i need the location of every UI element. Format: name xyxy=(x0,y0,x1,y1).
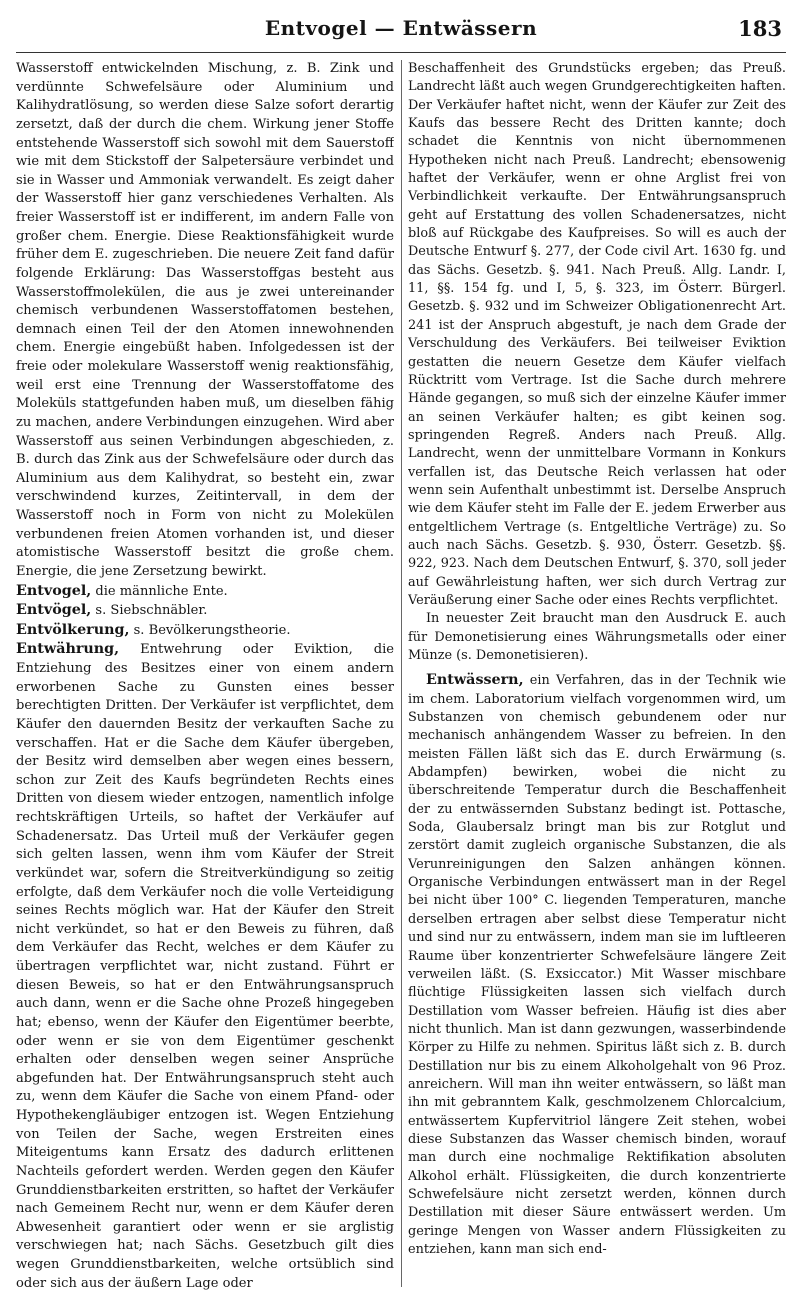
continuation-paragraph: Wasserstoff entwickelnden Mischung, z. B. Zink und verdünnte Schwefelsäure oder Aluminium und Kalihydratlösung, so werden diese Salze sofort derartig zersetzt, daß der durch die chem. Wirkung jener Stoffe entstehende Wasserstoff sich sowohl mit dem Sauerstoff wie mit dem Stickstoff der Salpetersäure verbindet und sie in Wasser und Ammoniak verwandelt. Es zeigt daher der Wasserstoff hier ganz verschiedenes Verhalten. Als freier Wasserstoff ist er indifferent, im andern Falle von großer chem. Energie. Diese Reaktionsfähigkeit wurde früher dem E. zugeschrieben. Die neuere Zeit fand dafür folgende Erklärung: Das Wasserstoffgas besteht aus Wasserstoffmolekülen, die aus je zwei untereinander chemisch verbundenen Wasserstoffatomen bestehen, demnach einen Teil der den Atomen innewohnenden chem. Energie eingebüßt haben. Infolgedessen ist der freie oder molekulare Wasserstoff wenig reaktionsfähig, weil erst eine Trennung der Wasserstoffatome des Moleküls stattgefunden haben muß, um dieselben fähig zu machen, andere Verbindungen einzugehen. Wird aber Wasserstoff aus seinen Verbindungen abgeschieden, z. B. durch das Zink aus der Schwefelsäure oder durch das Aluminium aus dem Kalihydrat, so besteht ein, zwar verschwindend kurzes, Zeitintervall, in dem der Wasserstoff noch in Form von nicht zu Molekülen verbundenen freien Atomen vorhanden ist, und dieser atomistische Wasserstoff besitzt die große chem. Energie, die jene Zersetzung bewirkt. xyxy=(16,61,394,579)
entry-text: Entwehrung oder Eviktion, die Entziehung des Besitzes einer von einem andern erworbenen Sache zu Gunsten eines besser berechtigten Dritten. Der Verkäufer ist verpflichtet, dem Käufer den dauernden Besitz der verkauften Sache zu verschaffen. Hat er die Sache dem Käufer übergeben, der Besitz wird demselben aber wegen eines bessern, schon zur Zeit des Kaufs begründeten Rechts eines Dritten von diesem wieder entzogen, namentlich infolge rechtskräftigen Urteils, so haftet der Verkäufer auf Schadenersatz. Das Urteil muß der Verkäufer gegen sich gelten lassen, wenn ihm vom Käufer der Streit verkündet war, sofern die Streitverkündigung so zeitig erfolgte, daß dem Verkäufer noch die volle Verteidigung seines Rechts möglich war. Hat der Käufer den Streit nicht verkündet, so hat er den Beweis zu führen, daß dem Verkäufer das Recht, welches er dem Käufer zu übertragen verpflichtet war, nicht zustand. Führt er diesen Beweis, so hat er den Entwährungsanspruch auch dann, wenn er die Sache ohne Prozeß hingegeben hat; ebenso, wenn der Käufer den Eigentümer beerbte, oder wenn er sie von dem Eigentümer geschenkt erhalten oder denselben wegen seiner Ansprüche abgefunden hat. Der Entwährungsanspruch steht auch zu, wenn dem Käufer die Sache von einem Pfand- oder Hypothekengläubiger entzogen ist. Wegen Entziehung von Teilen der Sache, wegen Erstreiten eines Miteigentums kann Ersatz des dadurch erlittenen Nachteils gefordert werden. Werden gegen den Käufer Grunddienstbarkeiten erstritten, so haftet der Verkäufer nach Gemeinem Recht nur, wenn er dem Käufer deren Abwesenheit garantiert oder wenn er sie arglistig verschwiegen hat; nach Sächs. Gesetzbuch gilt dies wegen Grunddienstbarkeiten, welche ortsüblich sind oder sich aus der äußern Lage oder xyxy=(16,642,394,1291)
continuation-paragraph: Beschaffenheit des Grundstücks ergeben; das Preuß. Landrecht läßt auch wegen Grundgerechtigkeiten haften. Der Verkäufer haftet nicht, wenn der Käufer zur Zeit des Kaufs das bessere Recht des Dritten kannte; doch schadet die Kenntnis von nicht übernommenen Hypotheken nicht nach Preuß. Landrecht; ebensowenig haftet der Verkäufer, wenn er ohne Arglist frei von Verbindlichkeit verkaufte. Der Entwährungsanspruch geht auf Erstattung des vollen Schadenersatzes, nicht bloß auf Rückgabe des Kaufpreises. So will es auch der Deutsche Entwurf §. 277, der Code civil Art. 1630 fg. und das Sächs. Gesetzb. §. 941. Nach Preuß. Allg. Landr. I, 11, §§. 154 fg. und I, 5, §. 323, im Österr. Bürgerl. Gesetzb. §. 932 und im Schweizer Obligationenrecht Art. 241 ist der Anspruch abgestuft, je nach dem Grade der Verschuldung des Verkäufers. Bei teilweiser Eviktion gestatten die neuern Gesetze dem Käufer vielfach Rücktritt vom Vertrage. Ist die Sache durch mehrere Hände gegangen, so muß sich der einzelne Käufer immer an seinen Verkäufer halten; es gibt keinen sog. springenden Regreß. Anders nach Preuß. Allg. Landrecht, wenn der unmittelbare Vormann in Konkurs verfallen ist, das Deutsche Reich verlassen hat oder wenn sein Aufenthalt unbestimmt ist. Derselbe Anspruch wie dem Käufer steht im Falle der E. jedem Erwerber aus entgeltlichem Vertrage (s. Entgeltliche Verträge) zu. So auch nach Sächs. Gesetzb. §. 930, Österr. Gesetzb. §§. 922, 923. Nach dem Deutschen Entwurf, §. 370, soll jeder auf Gewährleistung haften, wer sich durch Vertrag zur Veräußerung einer Sache oder eines Rechts verpflichtet. xyxy=(408,61,786,608)
headword: Entvögel, xyxy=(16,602,92,619)
entry-text: s. Bevölkerungstheorie. xyxy=(129,622,291,638)
headword: Entvogel, xyxy=(16,582,92,599)
headword: Entwässern, xyxy=(425,672,524,689)
running-head: Entvogel — Entwässern xyxy=(264,16,538,40)
headword: Entwährung, xyxy=(16,641,120,658)
column-divider xyxy=(401,60,402,1287)
left-column xyxy=(16,60,394,1297)
right-column xyxy=(408,60,786,1297)
entry-entwaessern xyxy=(408,671,786,1259)
page-number: 183 xyxy=(738,16,782,41)
text-columns xyxy=(16,60,786,1297)
entry-text: s. Siebschnäbler. xyxy=(91,603,208,619)
headword: Entvölkerung, xyxy=(16,621,130,638)
entry-entvoegel xyxy=(16,601,394,621)
entry-text: ein Verfahren, das in der Technik wie im chem. Laboratorium vielfach vorgenommen wird, um Substanzen von chemisch gebundenem oder nur mechanisch anhängendem Wasser zu befreien. In den meisten Fällen läßt sich das E. durch Erwärmung (s. Abdampfen) bewirken, wobei die nicht zu überschreitende Temperatur durch die Beschaffenheit der zu entwässernden Substanz bedingt ist. Pottasche, Soda, Glaubersalz bringt man bis zur Rotglut und zerstört damit zugleich organische Substanzen, die als Verunreinigungen den Salzen anhängen können. Organische Verbindungen entwässert man in der Regel bei nicht über 100° C. liegenden Temperaturen, manche derselben ertragen aber selbst diese Temperatur nicht und sind nur zu entwässern, indem man sie im luftleeren Raume über konzentrierter Schwefelsäure längere Zeit verweilen läßt. (S. Exsiccator.) Mit Wasser mischbare flüchtige Flüssigkeiten lassen sich vielfach durch Destillation vom Wasser befreien. Häufig ist dies aber nicht thunlich. Man ist dann gezwungen, wasserbindende Körper zu Hilfe zu nehmen. Spiritus läßt sich z. B. durch Destillation nur bis zu einem Alkoholgehalt von 96 Proz. anreichern. Will man ihn weiter entwässern, so läßt man ihn mit gebranntem Kalk, geschmolzenem Chlorcalcium, entwässertem Kupfervitriol längere Zeit stehen, wobei diese Substanzen das Wasser chemisch binden, worauf man durch eine nochmalige Rektifikation absoluten Alkohol erhält. Flüssigkeiten, die durch konzentrierte Schwefelsäure nicht zersetzt werden, können durch Destillation mit dieser Säure entwässert werden. Um geringe Mengen von Wasser andern Flüssigkeiten zu entziehen, kann man sich end- xyxy=(408,673,786,1257)
body-paragraph: In neuester Zeit braucht man den Ausdruck E. auch für Demonetisierung eines Währungsmetalls oder einer Münze (s. Demonetisieren). xyxy=(408,611,786,663)
entry-entvoelkerung xyxy=(16,621,394,641)
entry-entwaehrung xyxy=(16,640,394,1293)
entry-text: die männliche Ente. xyxy=(91,583,228,599)
page-header xyxy=(16,6,786,53)
entry-entvogel xyxy=(16,582,394,602)
